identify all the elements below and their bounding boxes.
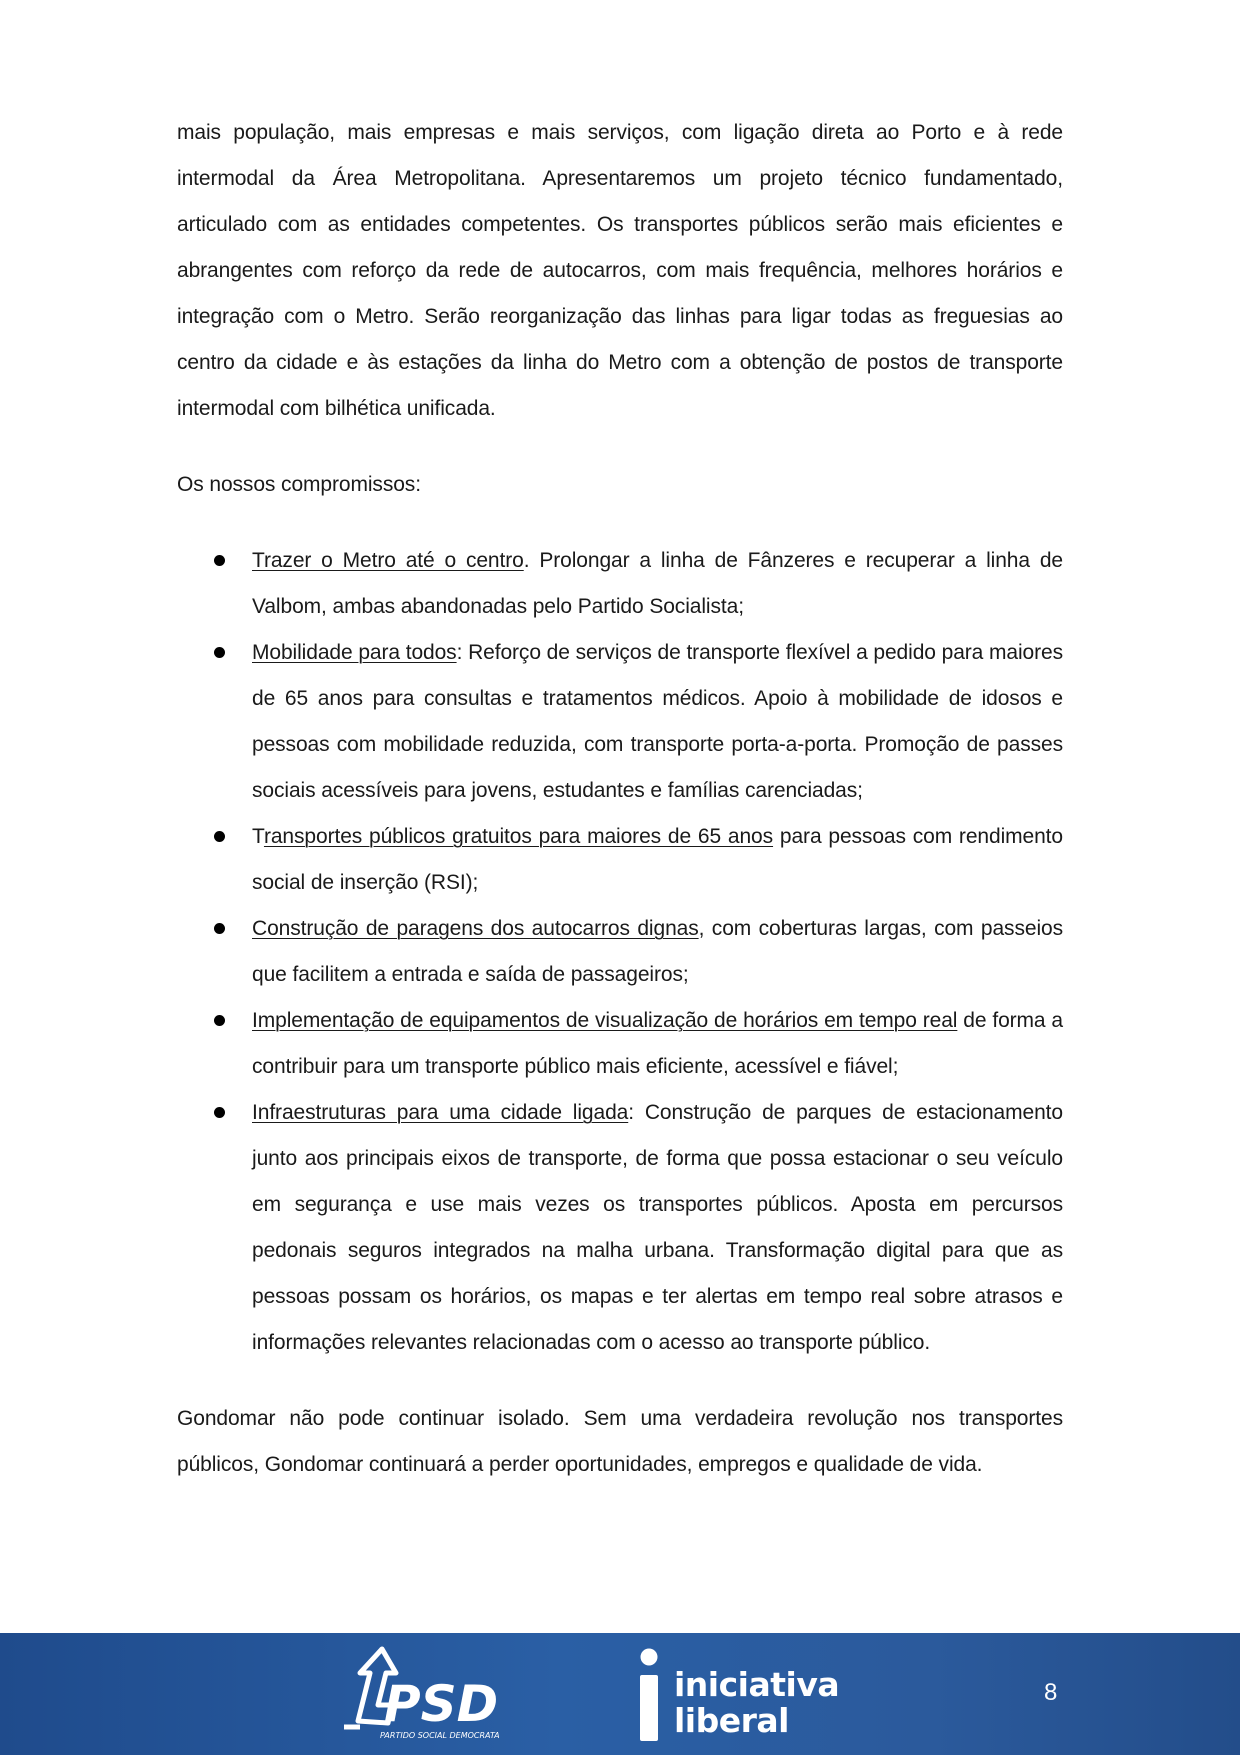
bullet-icon (214, 923, 225, 934)
item-title: Mobilidade para todos (252, 641, 457, 664)
closing-paragraph: Gondomar não pode continuar isolado. Sem uma verdadeira revolução nos transportes públicos, Gondomar continuará a perder oportunidades, empregos e qualidade de vida. (177, 1407, 1063, 1476)
page-footer (0, 1633, 1240, 1755)
iniciativa-liberal-logo (636, 1647, 840, 1743)
page-number: 8 (1044, 1679, 1058, 1706)
logo-line-2: liberal (674, 1701, 789, 1740)
item-text: , com coberturas largas, com passeios que facilitem a entrada e saída de passageiros; (252, 917, 1063, 986)
document-body (177, 110, 1063, 1488)
bullet-icon (214, 831, 225, 842)
commitments-list (177, 538, 1063, 1366)
item-title: Construção de paragens dos autocarros dignas (252, 917, 699, 940)
list-item (177, 538, 1063, 630)
list-item (177, 906, 1063, 998)
logo-line-1: iniciativa (674, 1665, 840, 1704)
bullet-icon (214, 1107, 225, 1118)
section-heading: Os nossos compromissos: (177, 473, 421, 496)
svg-text:PSD: PSD (384, 1675, 499, 1733)
item-title: Implementação de equipamentos de visualização de horários em tempo real (252, 1009, 958, 1032)
intro-paragraph: mais população, mais empresas e mais serviços, com ligação direta ao Porto e à rede intermodal da Área Metropolitana. Apresentaremos um projeto técnico fundamentado, articulado com as entidades competentes. Os transportes públicos serão mais eficientes e abrangentes com reforço da rede de autocarros, com mais frequência, melhores horários e integração com o Metro. Serão reorganização das linhas para ligar todas as freguesias ao centro da cidade e às estações da linha do Metro com a obtenção de postos de transporte intermodal com bilhética unificada. (177, 121, 1063, 420)
bullet-icon (214, 555, 225, 566)
list-item: Transportes públicos gratuitos para maiores de 65 anos para pessoas com rendimento social de inserção (RSI); (177, 814, 1063, 906)
item-text: : Construção de parques de estacionamento junto aos principais eixos de transporte, de forma que possa estacionar o seu veículo em segurança e use mais vezes os transportes públicos. Aposta em percursos pedonais seguros integrados na malha urbana. Transformação digital para que as pessoas possam os horários, os mapas e ter alertas em tempo real sobre atrasos e informações relevantes relacionadas com o acesso ao transporte público. (252, 1101, 1063, 1354)
logo-i-icon (636, 1647, 662, 1743)
list-item (177, 1090, 1063, 1366)
item-text: . Prolongar a linha de Fânzeres e recuperar a linha de Valbom, ambas abandonadas pelo Partido Socialista; (252, 549, 1063, 618)
item-text: : Reforço de serviços de transporte flexível a pedido para maiores de 65 anos para consultas e tratamentos médicos. Apoio à mobilidade de idosos e pessoas com mobilidade reduzida, com transporte porta-a-porta. Promoção de passes sociais acessíveis para jovens, estudantes e famílias carenciadas; (252, 641, 1063, 802)
bullet-icon (214, 647, 225, 658)
item-title: ransportes públicos gratuitos para maiores de 65 anos (263, 825, 774, 848)
item-title: Infraestruturas para uma cidade ligada (252, 1101, 629, 1124)
psd-logo (330, 1643, 540, 1743)
bullet-icon (214, 1015, 225, 1026)
item-text: para pessoas com rendimento social de inserção (RSI); (252, 825, 1063, 894)
item-text: de forma a contribuir para um transporte público mais eficiente, acessível e fiável; (252, 1009, 1063, 1078)
svg-text:PARTIDO SOCIAL DEMOCRATA: PARTIDO SOCIAL DEMOCRATA (380, 1731, 500, 1740)
item-title: Trazer o Metro até o centro (252, 549, 524, 572)
list-item (177, 630, 1063, 814)
list-item (177, 998, 1063, 1090)
